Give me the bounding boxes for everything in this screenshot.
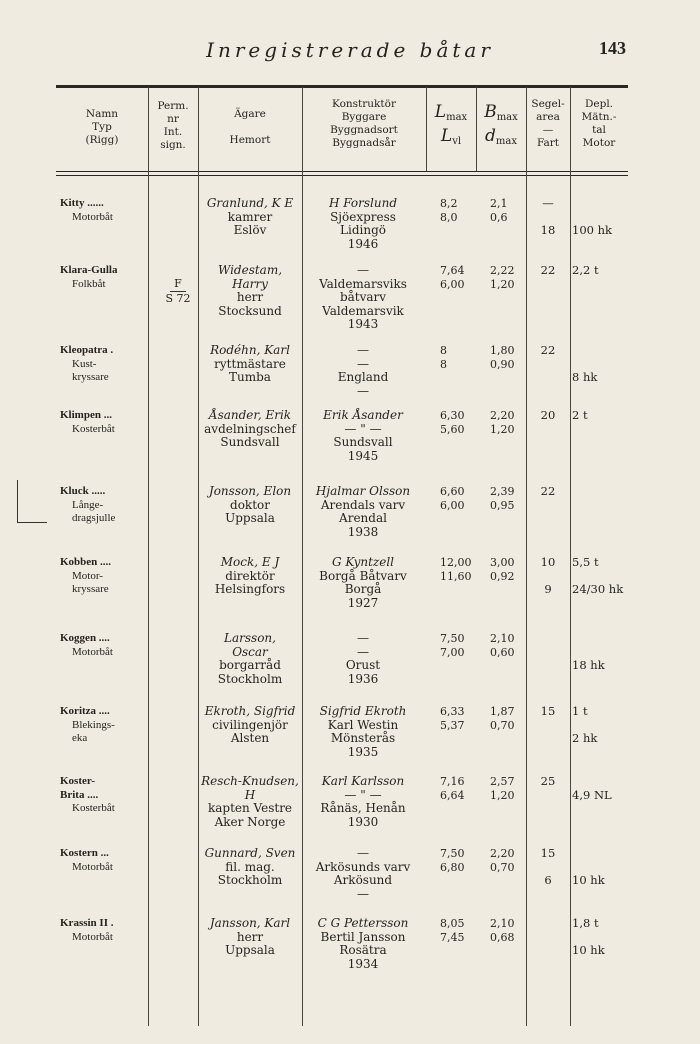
boat-name-cell: Koritza .... Blekings- eka bbox=[60, 705, 115, 744]
displacement-motor-cell: 2,2 t bbox=[572, 263, 599, 277]
col-header-perm: Perm. nr Int. sign. bbox=[157, 100, 189, 151]
owner-cell: Gunnard, Sven fil. mag. Stockholm bbox=[204, 846, 296, 887]
builder-cell: Erik Åsander — " — Sundsvall 1945 bbox=[323, 408, 403, 463]
boat-name-cell: Kleopatra . Kust- kryssare bbox=[60, 344, 114, 383]
owner-cell: Jonsson, Elon doktor Uppsala bbox=[208, 484, 292, 525]
displacement-motor-cell: 10 hk bbox=[572, 873, 605, 887]
builder-cell: C G Pettersson Bertil Jansson Rosätra 1934 bbox=[317, 916, 409, 971]
owner-cell: Rodéhn, Karl ryttmästare Tumba bbox=[210, 343, 290, 384]
handwritten-margin-mark bbox=[17, 480, 18, 522]
length-cell: 7,64 6,00 bbox=[440, 264, 465, 291]
builder-cell: H Forslund Sjöexpress Lidingö 1946 bbox=[328, 196, 398, 251]
builder-cell: — — England — bbox=[337, 343, 389, 398]
builder-cell: G Kyntzell Borgå Båtvarv Borgå 1927 bbox=[319, 555, 407, 610]
sail-area-cell: — 18 bbox=[540, 196, 556, 237]
owner-cell: Mock, E J direktör Helsingfors bbox=[214, 555, 286, 596]
length-cell: 7,50 7,00 bbox=[440, 632, 465, 659]
displacement-motor-cell: 18 hk bbox=[572, 658, 605, 672]
page-number: 143 bbox=[599, 38, 626, 58]
col-header-namn: Namn Typ (Rigg) bbox=[85, 108, 119, 146]
displacement-motor-cell: 8 hk bbox=[572, 370, 598, 384]
table-top-rule bbox=[56, 85, 628, 88]
displacement-motor-cell: 1 t 2 hk bbox=[572, 704, 598, 745]
length-cell: 6,60 6,00 bbox=[440, 485, 465, 512]
length-cell: 8 8 bbox=[440, 344, 447, 371]
sail-area-cell bbox=[528, 917, 568, 931]
sail-area-cell: 25 bbox=[540, 774, 556, 788]
length-cell: 7,50 6,80 bbox=[440, 847, 465, 874]
column-divider bbox=[148, 87, 149, 1026]
displacement-motor-cell: 100 hk bbox=[572, 223, 612, 237]
beam-draught-cell: 2,20 1,20 bbox=[490, 409, 515, 436]
beam-draught-cell: 2,22 1,20 bbox=[490, 264, 515, 291]
owner-cell: Larsson, Oscar borgarråd Stockholm bbox=[217, 631, 283, 686]
owner-cell: Granlund, K E kamrer Eslöv bbox=[206, 196, 294, 237]
builder-cell: Karl Karlsson — " — Rånäs, Henån 1930 bbox=[320, 774, 406, 829]
beam-draught-cell: 2,1 0,6 bbox=[490, 197, 508, 224]
handwritten-margin-mark bbox=[17, 522, 47, 523]
boat-name-cell: Kluck ..... Långe- dragsjulle bbox=[60, 485, 116, 524]
beam-draught-cell: 2,57 1,20 bbox=[490, 775, 515, 802]
col-header-depl: Depl. Mätn.- tal Motor bbox=[581, 98, 617, 149]
sail-area-cell bbox=[528, 632, 568, 646]
beam-draught-cell: 2,20 0,70 bbox=[490, 847, 515, 874]
boat-name-cell: Kitty ...... Motorbåt bbox=[60, 197, 113, 223]
length-cell: 6,30 5,60 bbox=[440, 409, 465, 436]
beam-draught-cell: 2,10 0,60 bbox=[490, 632, 515, 659]
boat-name-cell: Kostern ... Motorbåt bbox=[60, 847, 113, 873]
length-cell: 6,33 5,37 bbox=[440, 705, 465, 732]
col-header-segelarea: Segel- area — Fart bbox=[531, 98, 565, 149]
sail-area-cell: 22 bbox=[540, 484, 556, 498]
sail-area-cell: 15 6 bbox=[540, 846, 556, 887]
boat-name-cell: Krassin II . Motorbåt bbox=[60, 917, 114, 943]
sail-area-cell: 15 bbox=[540, 704, 556, 718]
boat-name-cell: Klara-Gulla Folkbåt bbox=[60, 264, 118, 290]
beam-draught-cell: 1,80 0,90 bbox=[490, 344, 515, 371]
builder-cell: — Arkösunds varv Arkösund — bbox=[315, 846, 411, 901]
length-cell: 12,00 11,60 bbox=[440, 556, 472, 583]
beam-draught-cell: 1,87 0,70 bbox=[490, 705, 515, 732]
owner-cell: Jansson, Karl herr Uppsala bbox=[209, 916, 291, 957]
column-divider bbox=[570, 87, 571, 1026]
owner-cell: Ekroth, Sigfrid civilingenjör Alsten bbox=[204, 704, 296, 745]
displacement-motor-cell: 5,5 t 24/30 hk bbox=[572, 555, 624, 596]
sail-area-cell: 20 bbox=[540, 408, 556, 422]
displacement-motor-cell: 1,8 t 10 hk bbox=[572, 916, 605, 957]
beam-draught-cell: 2,10 0,68 bbox=[490, 917, 515, 944]
perm-cell: F S 72 bbox=[165, 277, 191, 305]
displacement-motor-cell: 2 t bbox=[572, 408, 588, 422]
boat-name-cell: Koggen .... Motorbåt bbox=[60, 632, 113, 658]
owner-cell: Resch-Knudsen, H kapten Vestre Aker Norge bbox=[201, 774, 299, 829]
page-header-title: Inregistrerade båtar bbox=[206, 38, 494, 62]
builder-cell: Hjalmar Olsson Arendals varv Arendal 1938 bbox=[315, 484, 411, 539]
sail-area-cell: 22 bbox=[540, 343, 556, 357]
col-header-konstruktor: Konstruktör Byggare Byggnadsort Byggnadsår bbox=[330, 98, 398, 149]
boat-name-cell: Klimpen ... Kosterbåt bbox=[60, 409, 115, 435]
header-rule-double bbox=[56, 175, 628, 176]
beam-draught-cell: 2,39 0,95 bbox=[490, 485, 515, 512]
displacement-motor-cell: 4,9 NL bbox=[572, 787, 612, 802]
length-cell: 8,2 8,0 bbox=[440, 197, 458, 224]
builder-cell: — — Orust 1936 bbox=[345, 631, 381, 686]
col-header-agare: Ägare Hemort bbox=[229, 108, 271, 146]
boat-name-cell: Koster- Brita .... Kosterbåt bbox=[60, 775, 115, 814]
col-header-length: $L_{max}$ $L_{vl}$ bbox=[434, 102, 468, 148]
owner-cell: Widestam, Harry herr Stocksund bbox=[217, 263, 283, 318]
builder-cell: Sigfrid Ekroth Karl Westin Mönsterås 1935 bbox=[319, 704, 407, 759]
length-cell: 8,05 7,45 bbox=[440, 917, 465, 944]
column-divider bbox=[526, 87, 527, 1026]
col-header-beam: $B_{max}$ $d_{max}$ bbox=[484, 102, 518, 148]
sail-area-cell: 22 bbox=[540, 263, 556, 277]
owner-cell: Åsander, Erik avdelningschef Sundsvall bbox=[204, 408, 296, 449]
beam-draught-cell: 3,00 0,92 bbox=[490, 556, 515, 583]
length-cell: 7,16 6,64 bbox=[440, 775, 465, 802]
sail-area-cell: 10 9 bbox=[540, 555, 556, 596]
header-rule bbox=[56, 171, 628, 172]
builder-cell: — Valdemarsviks båtvarv Valdemarsvik 1943 bbox=[319, 263, 407, 331]
boat-name-cell: Kobben .... Motor- kryssare bbox=[60, 556, 112, 595]
